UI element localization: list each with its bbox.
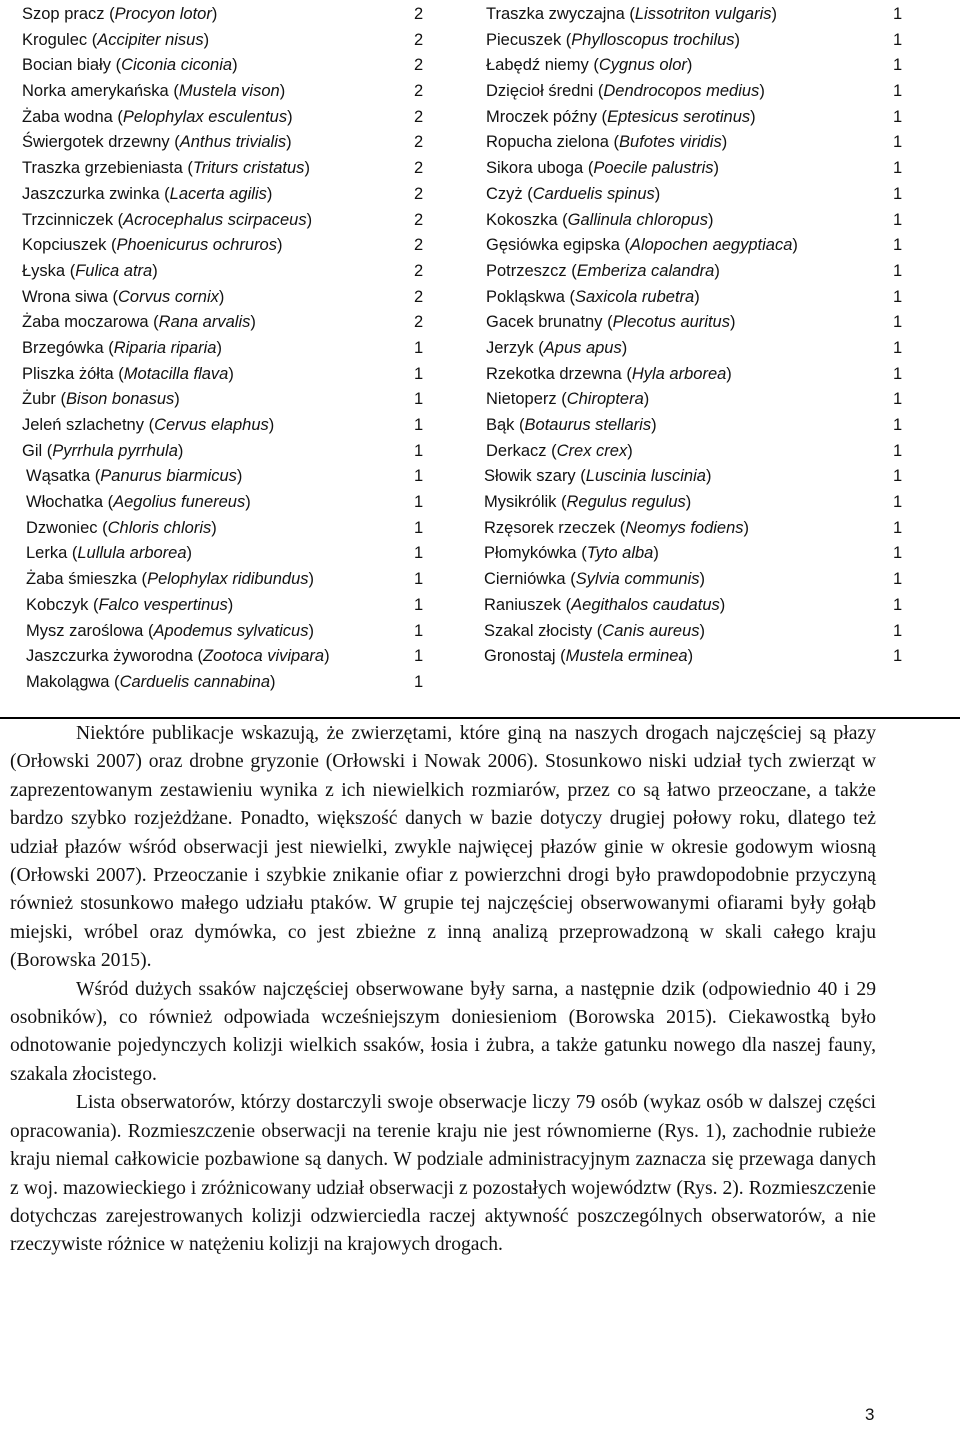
- species-name: Rzęsorek rzeczek (Neomys fodiens): [484, 518, 750, 537]
- species-name: Traszka grzebieniasta (Triturs cristatus): [22, 159, 310, 178]
- common-name: Makolągwa: [26, 672, 110, 691]
- latin-name: Canis aureus: [602, 621, 700, 640]
- latin-name: Accipiter nisus: [97, 30, 204, 49]
- table-row: [22, 362, 432, 388]
- count-value: 1: [414, 441, 424, 460]
- species-name: Jeleń szlachetny (Cervus elaphus): [22, 416, 275, 434]
- species-name: Brzegówka (Riparia riparia): [22, 338, 222, 357]
- common-name: Mysikrólik: [484, 493, 557, 512]
- species-name: Żaba moczarowa (Rana arvalis): [22, 313, 256, 332]
- paragraph: Niektóre publikacje wskazują, że zwierzętami, które giną na naszych drogach najczęściej są płazy (Orłowski 2007) oraz drobne gryzonie (Orłowski i Nowak 2006). Stosunkowo niski udział tych zwierząt w zaprezentowanym zestawieniu wynika z ich niewielkich rozmiarów, przez co są łatwo przeoczane, a także bardzo szybko rozjeżdżane. Ponadto, większość danych w bazie dotyczy drugiej połowy roku, dlatego też udział płazów wśród obserwacji jest niewielki, zwykle najwięcej płazów ginie w okresie godowym wiosną (Orłowski 2007). Przeoczanie i szybkie znikanie ofiar z powierzchni drogi było prawdopodobnie przyczyną również stosunkowo małego udziału ptaków. W grupie tej najczęściej obserwowanymi ofiarami były gołąb miejski, wróbel oraz dymówka, co jest zbieżne z inną analizą przeprowadzoną w skali całego kraju (Borowska 2015).: [10, 723, 876, 972]
- common-name: Gronostaj: [484, 647, 556, 666]
- latin-name: Poecile palustris: [593, 159, 714, 178]
- count-value: 1: [893, 30, 903, 49]
- latin-name: Phoenicurus ochruros: [116, 236, 277, 255]
- common-name: Jaszczurka żyworodna: [26, 647, 193, 666]
- common-name: Pokląskwa: [486, 287, 565, 306]
- species-name: Żaba wodna (Pelophylax esculentus): [22, 107, 293, 126]
- latin-name: Regulus regulus: [566, 493, 686, 512]
- latin-name: Aegolius funereus: [113, 493, 246, 512]
- table-row: [486, 53, 906, 79]
- count-value: 1: [414, 672, 424, 691]
- latin-name: Chiroptera: [566, 390, 644, 409]
- common-name: Norka amerykańska: [22, 82, 169, 101]
- table-row: [22, 130, 432, 156]
- count-value: 2: [414, 107, 424, 126]
- species-name: Bocian biały (Ciconia ciconia): [22, 56, 238, 75]
- common-name: Dzwoniec: [26, 518, 98, 537]
- common-name: Jaszczurka zwinka: [22, 184, 160, 203]
- latin-name: Procyon lotor: [114, 5, 212, 23]
- latin-name: Neomys fodiens: [625, 518, 744, 537]
- latin-name: Acrocephalus scirpaceus: [123, 210, 307, 229]
- latin-name: Motacilla flava: [123, 364, 229, 383]
- species-name: Jaszczurka zwinka (Lacerta agilis): [22, 184, 273, 203]
- count-value: 1: [414, 518, 424, 537]
- species-name: Dzięcioł średni (Dendrocopos medius): [486, 82, 765, 101]
- count-value: 1: [893, 133, 903, 152]
- latin-name: Hyla arborea: [631, 364, 727, 383]
- table-row: [22, 670, 432, 696]
- species-name: Mroczek późny (Eptesicus serotinus): [486, 107, 756, 126]
- count-value: 1: [893, 595, 903, 614]
- species-name: Potrzeszcz (Emberiza calandra): [486, 261, 720, 280]
- common-name: Pliszka żółta: [22, 364, 114, 383]
- table-row: [22, 233, 432, 259]
- species-name: Kopciuszek (Phoenicurus ochruros): [22, 236, 283, 255]
- latin-name: Riparia riparia: [113, 338, 217, 357]
- count-value: 1: [893, 236, 903, 255]
- count-value: 1: [893, 56, 903, 75]
- table-row: [486, 567, 906, 593]
- latin-name: Carduelis cannabina: [119, 672, 270, 691]
- species-name: Świergotek drzewny (Anthus trivialis): [22, 133, 292, 152]
- common-name: Jeleń szlachetny: [22, 416, 144, 434]
- common-name: Jerzyk: [486, 338, 534, 357]
- table-row: [486, 2, 906, 28]
- common-name: Szakal złocisty: [484, 621, 593, 640]
- latin-name: Apus apus: [543, 338, 622, 357]
- common-name: Traszka zwyczajna: [486, 5, 625, 23]
- table-row: [486, 28, 906, 54]
- table-row: [22, 105, 432, 131]
- latin-name: Carduelis spinus: [532, 184, 655, 203]
- common-name: Żaba śmieszka: [26, 570, 137, 589]
- count-value: 1: [414, 416, 424, 434]
- table-row: [486, 105, 906, 131]
- count-value: 2: [414, 56, 424, 75]
- common-name: Żaba wodna: [22, 107, 113, 126]
- table-row: [22, 336, 432, 362]
- table-row: [22, 516, 432, 542]
- latin-name: Gallinula chloropus: [567, 210, 708, 229]
- species-name: Krogulec (Accipiter nisus): [22, 30, 210, 49]
- latin-name: Lacerta agilis: [169, 184, 267, 203]
- table-row: [22, 619, 432, 645]
- count-value: 1: [893, 570, 903, 589]
- count-value: 2: [414, 30, 424, 49]
- species-name: Traszka zwyczajna (Lissotriton vulgaris): [486, 5, 777, 23]
- species-name: Gacek brunatny (Plecotus auritus): [486, 313, 736, 332]
- latin-name: Cygnus olor: [598, 56, 687, 75]
- count-value: 2: [414, 287, 424, 306]
- common-name: Mysz zaroślowa: [26, 621, 144, 640]
- common-name: Sikora uboga: [486, 159, 584, 178]
- latin-name: Emberiza calandra: [576, 261, 715, 280]
- count-value: 1: [893, 493, 903, 512]
- latin-name: Ciconia ciconia: [121, 56, 233, 75]
- common-name: Wrona siwa: [22, 287, 108, 306]
- species-name: Gęsiówka egipska (Alopochen aegyptiaca): [486, 236, 798, 255]
- common-name: Mroczek późny: [486, 107, 597, 126]
- table-row: [22, 387, 432, 413]
- count-value: 1: [893, 621, 903, 640]
- table-row: [22, 439, 432, 465]
- common-name: Gil: [22, 441, 43, 460]
- count-value: 1: [893, 467, 903, 486]
- table-row: [22, 310, 432, 336]
- species-name: Łyska (Fulica atra): [22, 261, 158, 280]
- count-value: 2: [414, 82, 424, 101]
- count-value: 1: [893, 338, 903, 357]
- latin-name: Chloris chloris: [107, 518, 212, 537]
- species-name: Kobczyk (Falco vespertinus): [26, 595, 234, 614]
- species-name: Szop pracz (Procyon lotor): [22, 5, 218, 23]
- latin-name: Bison bonasus: [66, 390, 175, 409]
- table-row: [22, 53, 432, 79]
- table-row: [486, 387, 906, 413]
- common-name: Świergotek drzewny: [22, 133, 170, 152]
- count-value: 1: [893, 544, 903, 563]
- common-name: Raniuszek: [484, 595, 562, 614]
- count-value: 1: [414, 621, 424, 640]
- common-name: Trzcinniczek: [22, 210, 114, 229]
- species-name: Dzwoniec (Chloris chloris): [26, 518, 217, 537]
- body-text: [10, 720, 876, 1260]
- common-name: Kopciuszek: [22, 236, 107, 255]
- latin-name: Apodemus sylvaticus: [153, 621, 309, 640]
- species-name: Jerzyk (Apus apus): [486, 338, 628, 357]
- count-value: 1: [414, 493, 424, 512]
- latin-name: Phylloscopus trochilus: [571, 30, 735, 49]
- common-name: Żaba moczarowa: [22, 313, 149, 332]
- table-row: [486, 516, 906, 542]
- common-name: Kokoszka: [486, 210, 558, 229]
- count-value: 1: [893, 647, 903, 666]
- table-row: [22, 259, 432, 285]
- table-row: [22, 593, 432, 619]
- species-name: Włochatka (Aegolius funereus): [26, 493, 251, 512]
- count-value: 2: [414, 133, 424, 152]
- common-name: Łabędź niemy: [486, 56, 589, 75]
- latin-name: Pelophylax esculentus: [122, 107, 288, 126]
- table-row: [486, 490, 906, 516]
- table-row: [486, 619, 906, 645]
- latin-name: Luscinia luscinia: [585, 467, 706, 486]
- count-value: 1: [414, 338, 424, 357]
- table-row: [22, 79, 432, 105]
- species-name: Norka amerykańska (Mustela vison): [22, 82, 286, 101]
- species-name: Raniuszek (Aegithalos caudatus): [484, 595, 726, 614]
- table-row: [486, 233, 906, 259]
- table-row: [486, 464, 906, 490]
- species-name: Bąk (Botaurus stellaris): [486, 416, 657, 434]
- count-value: 1: [893, 107, 903, 126]
- species-name: Cierniówka (Sylvia communis): [484, 570, 706, 589]
- count-value: 1: [893, 364, 903, 383]
- common-name: Żubr: [22, 390, 56, 409]
- count-value: 1: [893, 159, 903, 178]
- table-row: [486, 156, 906, 182]
- latin-name: Dendrocopos medius: [603, 82, 760, 101]
- species-name: Pliszka żółta (Motacilla flava): [22, 364, 234, 383]
- table-column-left: [22, 2, 432, 696]
- count-value: 1: [414, 544, 424, 563]
- count-value: 2: [414, 313, 424, 332]
- latin-name: Plecotus auritus: [612, 313, 730, 332]
- species-name: Jaszczurka żyworodna (Zootoca vivipara): [26, 647, 330, 666]
- common-name: Nietoperz: [486, 390, 557, 409]
- common-name: Włochatka: [26, 493, 104, 512]
- common-name: Kobczyk: [26, 595, 89, 614]
- table-row: [22, 464, 432, 490]
- count-value: 1: [893, 518, 903, 537]
- table-row: [486, 259, 906, 285]
- species-name: Wrona siwa (Corvus cornix): [22, 287, 225, 306]
- count-value: 1: [414, 364, 424, 383]
- table-row: [486, 79, 906, 105]
- table-row: [22, 2, 432, 28]
- latin-name: Rana arvalis: [158, 313, 251, 332]
- count-value: 1: [414, 595, 424, 614]
- count-value: 1: [414, 467, 424, 486]
- species-name: Mysz zaroślowa (Apodemus sylvaticus): [26, 621, 314, 640]
- latin-name: Mustela vison: [178, 82, 280, 101]
- common-name: Lerka: [26, 544, 68, 563]
- species-name: Żaba śmieszka (Pelophylax ridibundus): [26, 570, 315, 589]
- common-name: Łyska: [22, 261, 66, 280]
- common-name: Brzegówka: [22, 338, 104, 357]
- table-row: [486, 130, 906, 156]
- common-name: Szop pracz: [22, 5, 105, 23]
- common-name: Ropucha zielona: [486, 133, 609, 152]
- latin-name: Bufotes viridis: [619, 133, 722, 152]
- count-value: 1: [893, 5, 903, 23]
- species-name: Lerka (Lullula arborea): [26, 544, 193, 563]
- latin-name: Anthus trivialis: [179, 133, 287, 152]
- species-name: Derkacz (Crex crex): [486, 441, 633, 460]
- latin-name: Saxicola rubetra: [574, 287, 695, 306]
- common-name: Potrzeszcz: [486, 261, 567, 280]
- table-row: [486, 336, 906, 362]
- count-value: 1: [414, 390, 424, 409]
- count-value: 2: [414, 261, 424, 280]
- species-name: Rzekotka drzewna (Hyla arborea): [486, 364, 732, 383]
- latin-name: Zootoca vivipara: [203, 647, 325, 666]
- species-name: Gronostaj (Mustela erminea): [484, 647, 694, 666]
- count-value: 1: [893, 287, 903, 306]
- common-name: Gacek brunatny: [486, 313, 603, 332]
- table-row: [486, 285, 906, 311]
- count-value: 1: [893, 416, 903, 434]
- count-value: 1: [893, 184, 903, 203]
- common-name: Dzięcioł średni: [486, 82, 594, 101]
- latin-name: Corvus cornix: [118, 287, 219, 306]
- species-name: Wąsatka (Panurus biarmicus): [26, 467, 243, 486]
- latin-name: Fulica atra: [75, 261, 153, 280]
- common-name: Traszka grzebieniasta: [22, 159, 183, 178]
- common-name: Płomykówka: [484, 544, 577, 563]
- count-value: 1: [414, 570, 424, 589]
- count-value: 1: [893, 82, 903, 101]
- table-row: [486, 182, 906, 208]
- species-name: Trzcinniczek (Acrocephalus scirpaceus): [22, 210, 313, 229]
- common-name: Bocian biały: [22, 56, 111, 75]
- species-name: Czyż (Carduelis spinus): [486, 184, 661, 203]
- common-name: Wąsatka: [26, 467, 91, 486]
- latin-name: Panurus biarmicus: [100, 467, 237, 486]
- table-column-right: [486, 2, 906, 670]
- table-row: [22, 208, 432, 234]
- table-row: [486, 413, 906, 439]
- table-row: [486, 310, 906, 336]
- latin-name: Pyrrhula pyrrhula: [52, 441, 178, 460]
- common-name: Słowik szary: [484, 467, 576, 486]
- common-name: Gęsiówka egipska: [486, 236, 620, 255]
- table-row: [22, 541, 432, 567]
- species-name: Ropucha zielona (Bufotes viridis): [486, 133, 728, 152]
- latin-name: Tyto alba: [586, 544, 654, 563]
- common-name: Derkacz: [486, 441, 547, 460]
- latin-name: Lullula arborea: [77, 544, 187, 563]
- latin-name: Aegithalos caudatus: [571, 595, 720, 614]
- species-name: Makolągwa (Carduelis cannabina): [26, 672, 276, 691]
- table-row: [22, 490, 432, 516]
- latin-name: Lissotriton vulgaris: [634, 5, 772, 23]
- table-row: [486, 541, 906, 567]
- latin-name: Falco vespertinus: [98, 595, 228, 614]
- species-name: Mysikrólik (Regulus regulus): [484, 493, 692, 512]
- count-value: 1: [893, 441, 903, 460]
- species-name: Łabędź niemy (Cygnus olor): [486, 56, 693, 75]
- table-row: [486, 593, 906, 619]
- species-name: Płomykówka (Tyto alba): [484, 544, 659, 563]
- common-name: Cierniówka: [484, 570, 566, 589]
- latin-name: Botaurus stellaris: [524, 416, 652, 434]
- page-number: 3: [865, 1405, 875, 1424]
- latin-name: Eptesicus serotinus: [607, 107, 751, 126]
- table-row: [22, 413, 432, 439]
- species-name: Szakal złocisty (Canis aureus): [484, 621, 706, 640]
- species-name: Pokląskwa (Saxicola rubetra): [486, 287, 700, 306]
- count-value: 2: [414, 236, 424, 255]
- common-name: Rzęsorek rzeczek: [484, 518, 616, 537]
- latin-name: Crex crex: [556, 441, 628, 460]
- table-row: [22, 156, 432, 182]
- count-value: 1: [893, 313, 903, 332]
- table-row: [486, 208, 906, 234]
- table-row: [22, 285, 432, 311]
- table-row: [22, 567, 432, 593]
- species-name: Sikora uboga (Poecile palustris): [486, 159, 719, 178]
- common-name: Bąk: [486, 416, 515, 434]
- table-row: [486, 362, 906, 388]
- count-value: 2: [414, 210, 424, 229]
- count-value: 2: [414, 184, 424, 203]
- count-value: 1: [893, 261, 903, 280]
- latin-name: Triturs cristatus: [192, 159, 305, 178]
- table-row: [486, 644, 906, 670]
- table-row: [22, 644, 432, 670]
- latin-name: Cervus elaphus: [154, 416, 269, 434]
- table-row: [486, 439, 906, 465]
- species-name: Żubr (Bison bonasus): [22, 390, 180, 409]
- count-value: 1: [414, 647, 424, 666]
- count-value: 2: [414, 159, 424, 178]
- count-value: 1: [893, 390, 903, 409]
- table-row: [22, 28, 432, 54]
- common-name: Piecuszek: [486, 30, 562, 49]
- paragraph: Wśród dużych ssaków najczęściej obserwowane były sarna, a następnie dzik (odpowiednio 40 i 29 osobników), co również odpowiada wcześniejszym doniesieniom (Borowska 2015). Ciekawostką było odnotowanie pojedynczych kolizji wielkich ssaków, łosia i żubra, a także gatunku nowego dla naszej fauny, szakala złocistego.: [10, 978, 876, 1085]
- species-name: Nietoperz (Chiroptera): [486, 390, 650, 409]
- species-name: Piecuszek (Phylloscopus trochilus): [486, 30, 741, 49]
- species-name: Słowik szary (Luscinia luscinia): [484, 467, 712, 486]
- common-name: Krogulec: [22, 30, 88, 49]
- latin-name: Pelophylax ridibundus: [147, 570, 309, 589]
- latin-name: Sylvia communis: [575, 570, 700, 589]
- latin-name: Alopochen aegyptiaca: [630, 236, 793, 255]
- common-name: Rzekotka drzewna: [486, 364, 622, 383]
- count-value: 1: [893, 210, 903, 229]
- species-name: Kokoszka (Gallinula chloropus): [486, 210, 714, 229]
- latin-name: Mustela erminea: [565, 647, 688, 666]
- table-row: [22, 182, 432, 208]
- count-value: 2: [414, 5, 424, 23]
- species-name: Gil (Pyrrhula pyrrhula): [22, 441, 184, 460]
- common-name: Czyż: [486, 184, 523, 203]
- paragraph: Lista obserwatorów, którzy dostarczyli swoje obserwacje liczy 79 osób (wykaz osób w dalszej części opracowania). Rozmieszczenie obserwacji na terenie kraju nie jest równomierne (Rys. 1), zachodnie rubieże kraju niemal całkowicie pozbawione są danych. W podziale administracyjnym zaznacza się przewaga danych z woj. mazowieckiego i zróżnicowany udział obserwacji z pozostałych województw (Rys. 2). Rozmieszczenie dotychczas zarejestrowanych kolizji odzwierciedla raczej aktywność poszczególnych obserwatorów, a nie rzeczywiste różnice w natężeniu kolizji na krajowych drogach.: [10, 1092, 876, 1256]
